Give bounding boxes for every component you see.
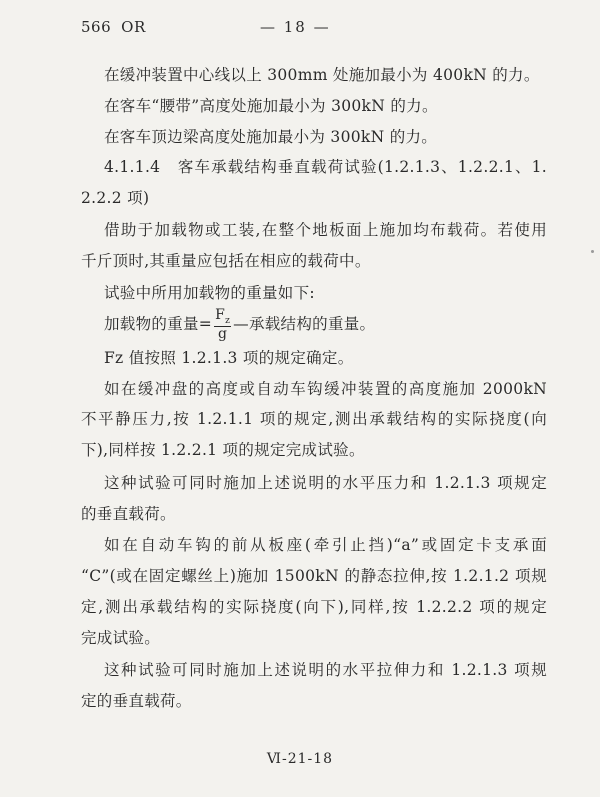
text-line: 在缓冲装置中心线以上 300mm 处施加最小为 400kN 的力。 — [104, 66, 540, 84]
formula-prefix: 加载物的重量= — [104, 314, 213, 333]
text-line: 这种试验可同时施加上述说明的水平拉伸力和 1.2.1.3 项规 — [104, 661, 547, 679]
text-line: 定的垂直载荷。 — [81, 692, 192, 710]
page-footer: Ⅵ-21-18 — [266, 751, 334, 767]
text-line: Fz 值按照 1.2.1.3 项的规定确定。 — [104, 349, 354, 367]
text-line: 完成试验。 — [81, 629, 161, 647]
text-line: 2.2.2 项) — [81, 189, 150, 207]
text-line: 借助于加载物或工装,在整个地板面上施加均布载荷。若使用 — [104, 221, 547, 239]
text-line: 定,测出承载结构的实际挠度(向下),同样,按 1.2.2.2 项的规定 — [81, 598, 547, 616]
numerator-base: F — [215, 307, 226, 323]
org-label: OR — [121, 18, 146, 36]
text-line: 千斤顶时,其重量应包括在相应的载荷中。 — [81, 252, 371, 270]
page-header-left — [81, 18, 146, 36]
fraction-numerator — [214, 308, 231, 327]
fraction-denominator: g — [217, 326, 228, 343]
text-line: 的垂直载荷。 — [81, 505, 176, 523]
numerator-subscript: z — [225, 315, 231, 326]
text-line: “C”(或在固定螺丝上)施加 1500kN 的静态拉伸,按 1.2.1.2 项规 — [81, 567, 547, 585]
text-line: 在客车“腰带”高度处施加最小为 300kN 的力。 — [104, 97, 438, 115]
fraction — [214, 308, 231, 342]
text-line: 试验中所用加载物的重量如下: — [104, 284, 315, 302]
page-code: 566 — [81, 18, 112, 36]
text-line: 在客车顶边梁高度处施加最小为 300kN 的力。 — [104, 128, 438, 146]
section-heading: 4.1.1.4 客车承载结构垂直载荷试验(1.2.1.3、1.2.2.1、1. — [104, 158, 547, 176]
text-line: 下),同样按 1.2.2.1 项的规定完成试验。 — [81, 441, 365, 459]
formula-line — [104, 308, 375, 342]
text-line: 如在缓冲盘的高度或自动车钩缓冲装置的高度施加 2000kN — [104, 380, 547, 398]
text-line: 如在自动车钩的前从板座(牵引止挡)“a”或固定卡支承面 — [104, 536, 547, 554]
scan-speck — [591, 250, 594, 253]
text-line: 这种试验可同时施加上述说明的水平压力和 1.2.1.3 项规定 — [104, 474, 547, 492]
text-line: 不平静压力,按 1.2.1.1 项的规定,测出承载结构的实际挠度(向 — [81, 410, 547, 428]
page-number-header: — 18 — — [260, 18, 331, 36]
formula-suffix: —承载结构的重量。 — [233, 314, 376, 333]
